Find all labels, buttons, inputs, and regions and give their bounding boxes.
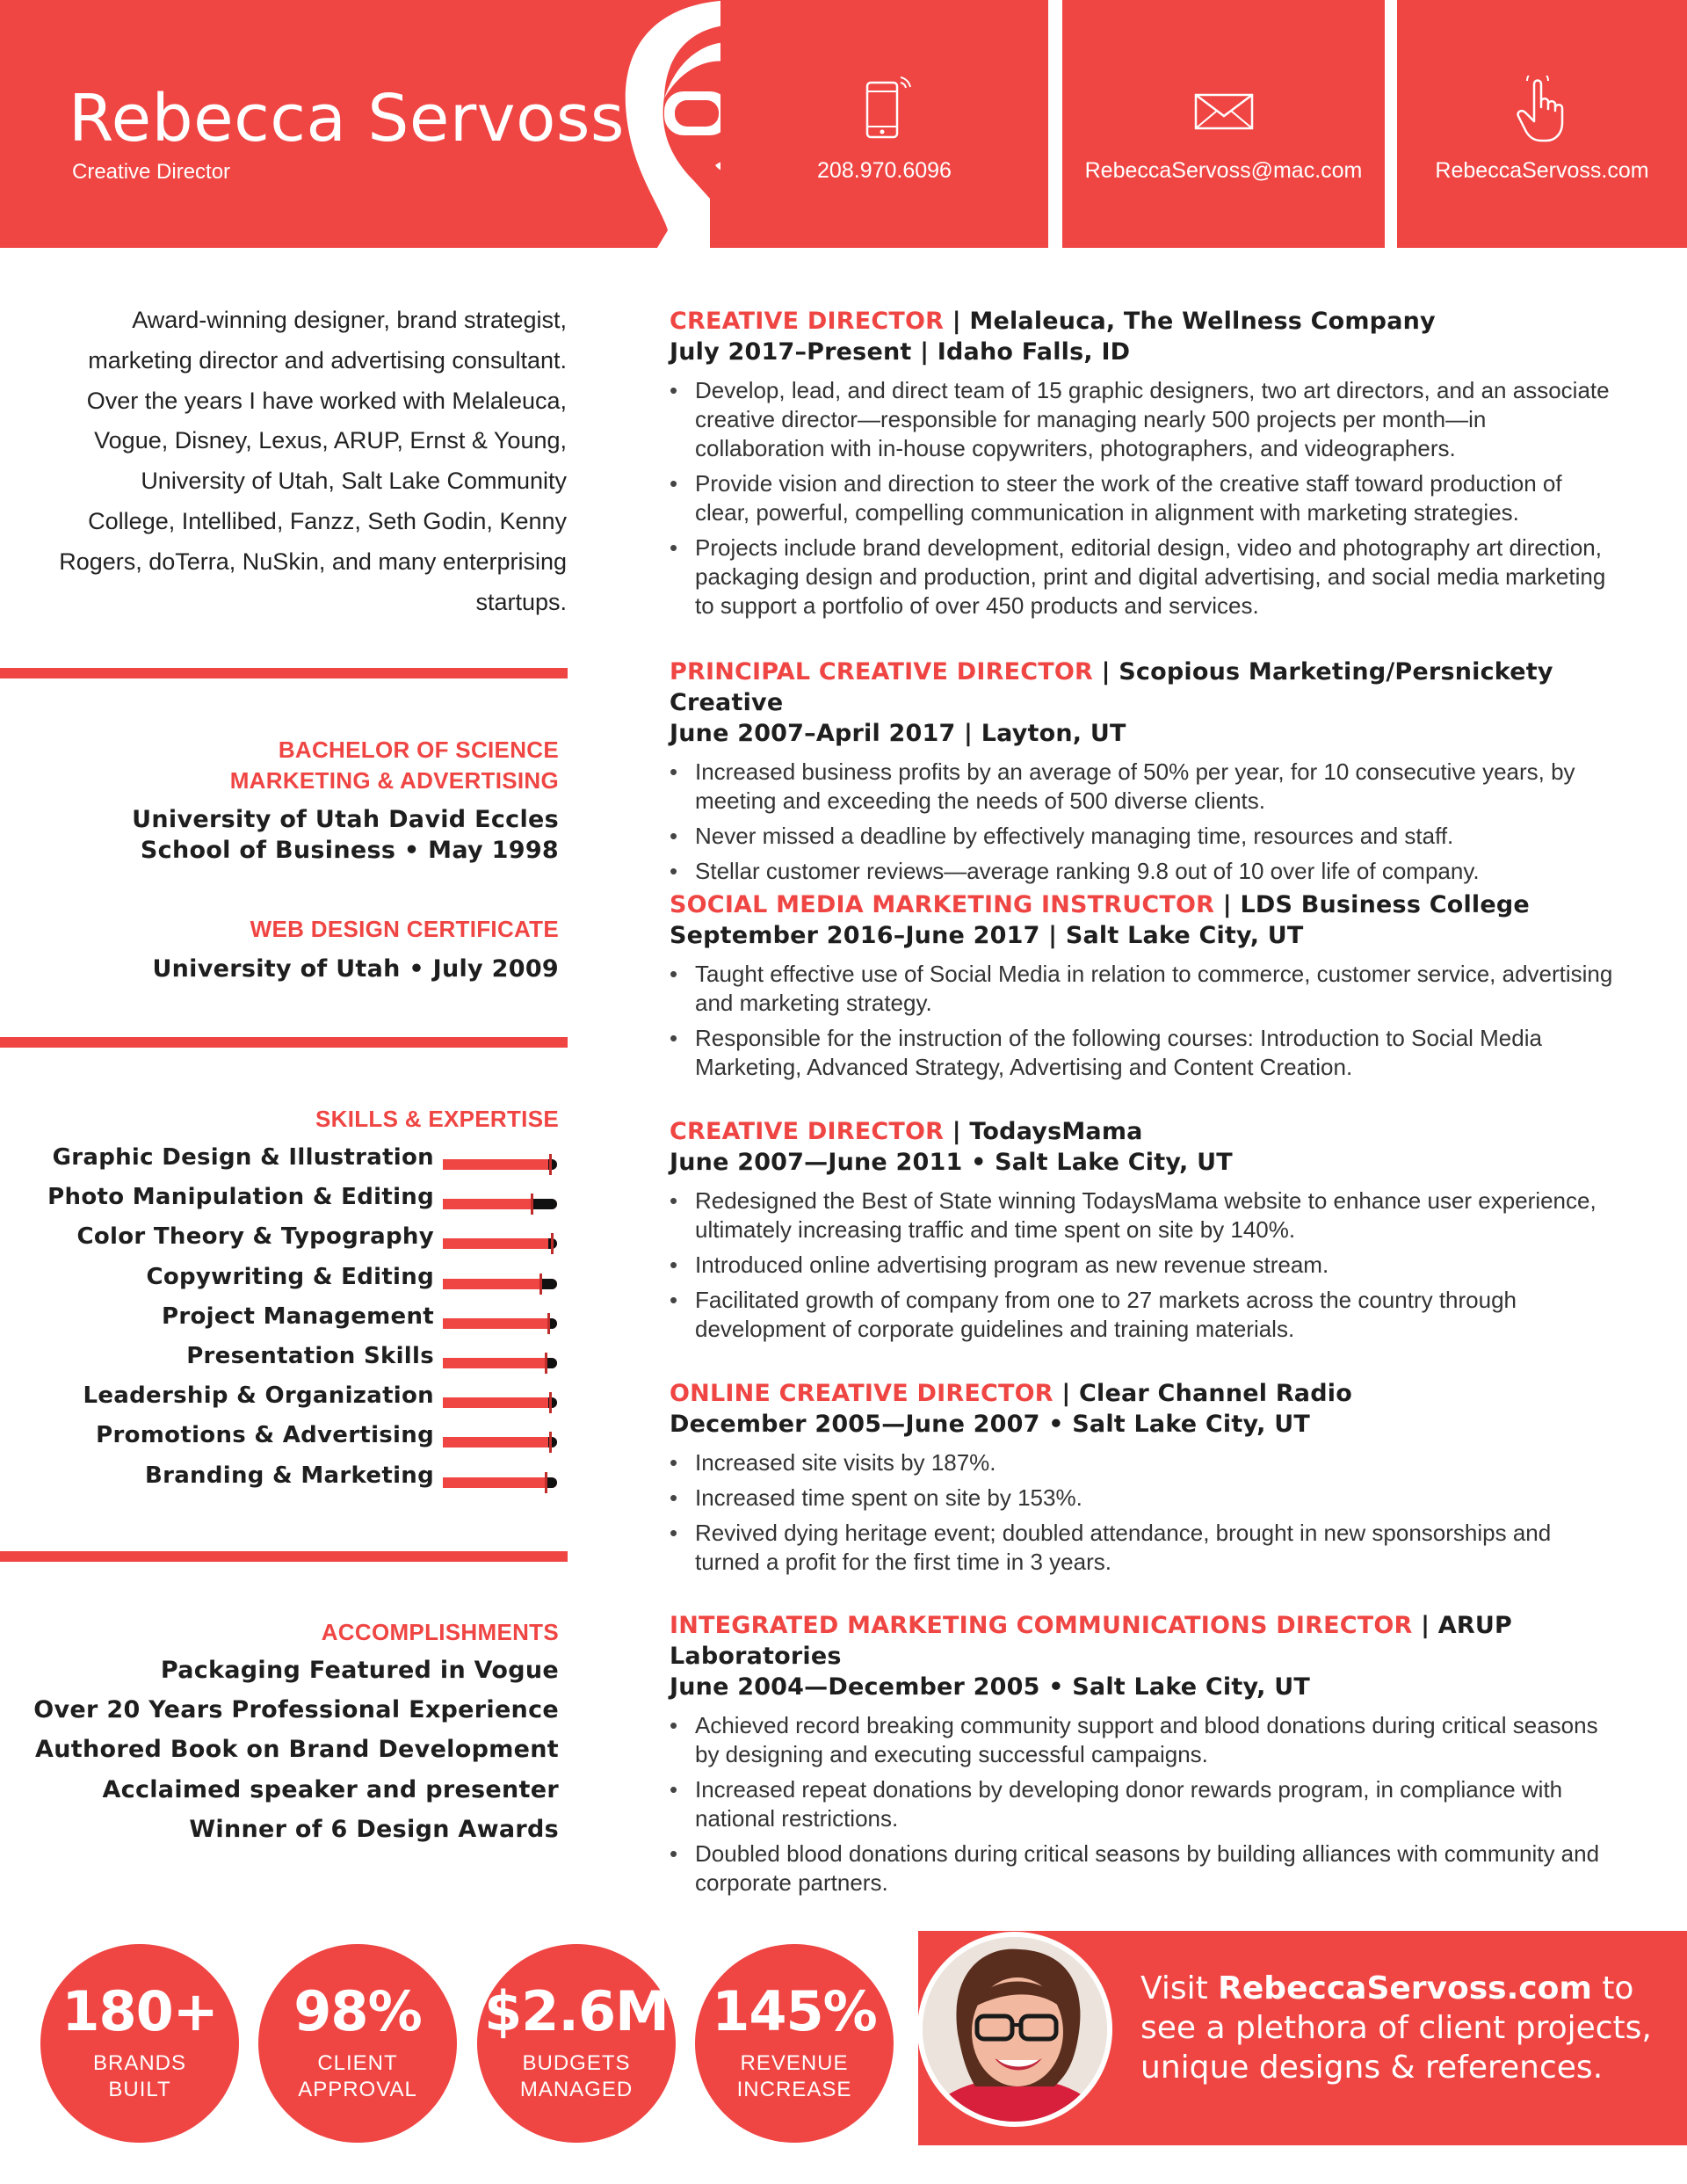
job-bullet: • Provide vision and direction to steer the work of the creative staff toward production of clear, powerful, compelling communication in alignment with marketing strategies. <box>670 469 1618 527</box>
skill-label: Graphic Design & Illustration <box>52 1144 434 1171</box>
section-divider <box>0 1037 568 1048</box>
skill-row <box>0 1184 571 1219</box>
skill-level-marker <box>549 1154 552 1175</box>
job-dates-location: December 2005—June 2007 • Salt Lake City, UT <box>670 1411 1310 1438</box>
job-bullets <box>670 1186 1618 1344</box>
stat-value: 145% <box>712 1979 877 2043</box>
job-company: LDS Business College <box>1240 891 1530 918</box>
job-entry <box>670 657 1618 892</box>
skill-level-marker <box>549 1392 552 1413</box>
accomplishment-item: Packaging Featured in Vogue <box>160 1657 559 1684</box>
job-company: Melaleuca, The Wellness Company <box>969 308 1436 335</box>
skill-level-marker <box>545 1353 547 1374</box>
stat-label-2: MANAGED <box>519 2078 634 2101</box>
job-bullet: • Taught effective use of Social Media in relation to commerce, customer service, advertising and marketing strategy. <box>670 960 1618 1018</box>
job-bullet: • Redesigned the Best of State winning TodaysMama website to enhance user experience, ultimately increasing traffic and time spent on site by 140%. <box>670 1186 1618 1244</box>
accomplishment-item: Over 20 Years Professional Experience <box>33 1696 559 1724</box>
accomplishment-item: Winner of 6 Design Awards <box>189 1815 559 1843</box>
job-bullet: • Facilitated growth of company from one to 27 markets across the country through development of corporate guidelines and training materials. <box>670 1286 1618 1344</box>
job-heading <box>670 657 1618 718</box>
skill-label: Project Management <box>162 1302 434 1330</box>
job-entry <box>670 1378 1618 1583</box>
job-dates-location: September 2016–June 2017 | Salt Lake City, UT <box>670 922 1304 949</box>
degree-line-1: BACHELOR OF SCIENCE <box>278 736 559 763</box>
skill-level-marker <box>547 1313 550 1334</box>
job-bullets <box>670 376 1618 620</box>
job-bullet: • Increased time spent on site by 153%. <box>670 1484 1618 1513</box>
skill-bar <box>443 1238 557 1249</box>
job-company: Clear Channel Radio <box>1079 1380 1352 1407</box>
skill-bar <box>443 1199 557 1209</box>
website-box[interactable] <box>1397 0 1687 248</box>
skill-bar-remainder <box>540 1279 557 1289</box>
accomplishments-heading: ACCOMPLISHMENTS <box>321 1619 559 1645</box>
job-title: Creative Director <box>72 160 231 184</box>
phone-icon <box>858 76 911 146</box>
skill-bar-remainder <box>532 1199 557 1209</box>
name-heading: Rebecca Servoss <box>69 81 625 156</box>
job-company: ARUP Laboratories <box>670 1612 1512 1670</box>
phone-box[interactable] <box>720 0 1048 248</box>
phone-number[interactable]: 208.970.6096 <box>817 158 952 183</box>
visit-site-link[interactable]: RebeccaServoss.com <box>1218 1970 1592 2006</box>
job-dates-location: June 2007–April 2017 | Layton, UT <box>670 720 1126 747</box>
skill-row <box>0 1382 571 1418</box>
skill-row <box>0 1223 571 1259</box>
job-bullets <box>670 1711 1618 1897</box>
job-separator: | <box>1093 658 1119 686</box>
job-bullet: • Develop, lead, and direct team of 15 graphic designers, two art directors, and an associate creative director—responsible for managing nearly 500 projects per month—in collaboration with in-house copywriters, photographers, and videographers. <box>670 376 1618 463</box>
job-bullet: • Never missed a deadline by effectively managing time, resources and staff. <box>670 822 1618 851</box>
job-separator: | <box>944 1118 970 1145</box>
job-dates-location: June 2007—June 2011 • Salt Lake City, UT <box>670 1149 1233 1176</box>
skill-row <box>0 1264 571 1299</box>
job-entry <box>670 889 1618 1088</box>
stat-label-1: CLIENT <box>317 2051 398 2075</box>
job-bullet: • Achieved record breaking community support and blood donations during critical seasons by designing and executing successful campaigns. <box>670 1711 1618 1769</box>
stat-circle <box>695 1944 894 2143</box>
stat-label-1: BUDGETS <box>522 2051 631 2075</box>
job-role: ONLINE CREATIVE DIRECTOR <box>670 1380 1053 1407</box>
job-bullet: • Responsible for the instruction of the following courses: Introduction to Social Media Marketing, Advanced Strategy, Advertising and Content Creation. <box>670 1024 1618 1082</box>
skill-label: Photo Manipulation & Editing <box>47 1184 434 1211</box>
degree-heading <box>230 735 559 796</box>
stat-circle <box>258 1944 457 2143</box>
profile-photo <box>917 1932 1112 2127</box>
job-company: Scopious Marketing/Persnickety Creative <box>670 658 1553 716</box>
stat-label-2: INCREASE <box>736 2078 852 2101</box>
visit-callout <box>1140 1969 1659 2087</box>
job-heading <box>670 1610 1618 1672</box>
degree-line-2: MARKETING & ADVERTISING <box>229 767 559 794</box>
skill-bar <box>443 1437 557 1448</box>
skill-level-marker <box>531 1194 533 1215</box>
job-role: PRINCIPAL CREATIVE DIRECTOR <box>670 658 1094 686</box>
stat-value: $2.6M <box>484 1979 669 2043</box>
job-heading <box>670 889 1618 920</box>
job-bullet: • Projects include brand development, editorial design, video and photography art direction, packaging design and production, print and digital advertising, and social media marketing to support a portfolio of over 450 products and services. <box>670 533 1618 620</box>
skill-row <box>0 1422 571 1457</box>
job-bullet: • Stellar customer reviews—average ranking 9.8 out of 10 over life of company. <box>670 857 1618 886</box>
skill-row <box>0 1462 571 1498</box>
job-entry <box>670 1116 1618 1350</box>
school-line-2: School of Business • May 1998 <box>140 837 559 864</box>
skill-level-marker <box>539 1273 542 1295</box>
envelope-icon <box>1189 76 1259 146</box>
job-entry <box>670 306 1618 627</box>
stat-label-2: APPROVAL <box>298 2078 417 2101</box>
job-dates-location: July 2017–Present | Idaho Falls, ID <box>670 338 1131 366</box>
stat-label-2: BUILT <box>108 2078 171 2101</box>
job-separator: | <box>944 308 970 335</box>
skill-level-marker <box>545 1472 547 1493</box>
skill-bar <box>443 1358 557 1368</box>
skills-heading: SKILLS & EXPERTISE <box>315 1106 559 1132</box>
stat-circle <box>477 1944 676 2143</box>
skill-label: Leadership & Organization <box>83 1382 434 1410</box>
skill-level-marker <box>551 1233 554 1254</box>
email-address[interactable]: RebeccaServoss@mac.com <box>1084 158 1363 183</box>
intro-summary: Award-winning designer, brand strategist, marketing director and advertising consultant. Over the years I have worked with Melaleuca, Vogue, Disney, Lexus, ARUP, Ernst & Young, University of Utah, Salt Lake Community College, Intellibed, Fanzz, Seth Godin, Kenny Rogers, doTerra, NuSkin, and many enterprising startups. <box>59 307 567 615</box>
cert-school: University of Utah • July 2009 <box>152 955 559 983</box>
job-separator: | <box>1053 1380 1080 1407</box>
job-bullet: • Increased site visits by 187%. <box>670 1448 1618 1477</box>
skill-label: Copywriting & Editing <box>146 1263 434 1290</box>
skill-row <box>0 1343 571 1378</box>
skill-bar <box>443 1397 557 1408</box>
job-bullet: • Introduced online advertising program as new revenue stream. <box>670 1251 1618 1280</box>
skill-row <box>0 1303 571 1339</box>
pointer-hand-icon <box>1511 76 1573 146</box>
job-role: CREATIVE DIRECTOR <box>670 308 945 335</box>
skill-bar <box>443 1279 557 1289</box>
job-heading <box>670 1378 1618 1409</box>
skill-bar <box>443 1159 557 1170</box>
skill-label: Color Theory & Typography <box>76 1223 434 1251</box>
accomplishment-item: Authored Book on Brand Development <box>35 1736 559 1764</box>
accomplishment-item: Acclaimed speaker and presenter <box>102 1775 559 1803</box>
section-divider <box>0 668 568 678</box>
stat-circle <box>40 1944 239 2143</box>
job-bullet: • Increased repeat donations by developing donor rewards program, in compliance with national restrictions. <box>670 1775 1618 1833</box>
skill-level-marker <box>549 1432 552 1453</box>
job-separator: | <box>1214 891 1241 918</box>
skill-bar <box>443 1318 557 1329</box>
school-line-1: University of Utah David Eccles <box>132 806 559 833</box>
visit-prefix: Visit <box>1140 1970 1219 2006</box>
skill-label: Presentation Skills <box>186 1343 434 1369</box>
job-dates-location: June 2004—December 2005 • Salt Lake City, UT <box>670 1673 1310 1701</box>
job-bullets <box>670 758 1618 886</box>
job-company: TodaysMama <box>969 1118 1143 1145</box>
job-bullet: • Revived dying heritage event; doubled attendance, brought in new sponsorships and turned a profit for the first time in 3 years. <box>670 1519 1618 1577</box>
skill-label: Branding & Marketing <box>144 1462 434 1489</box>
skill-bar <box>443 1477 557 1488</box>
skill-row <box>0 1144 571 1179</box>
job-role: SOCIAL MEDIA MARKETING INSTRUCTOR <box>670 891 1215 918</box>
job-heading <box>670 1116 1618 1147</box>
job-bullets <box>670 1448 1618 1577</box>
stat-value: 98% <box>293 1979 422 2043</box>
skill-label: Promotions & Advertising <box>96 1422 434 1449</box>
stat-label-1: REVENUE <box>740 2051 849 2075</box>
job-bullet: • Increased business profits by an average of 50% per year, for 10 consecutive years, by meeting and exceeding the needs of 500 diverse clients. <box>670 758 1618 816</box>
section-divider <box>0 1551 568 1562</box>
stat-label-1: BRANDS <box>92 2051 187 2075</box>
job-entry <box>670 1610 1618 1904</box>
job-role: INTEGRATED MARKETING COMMUNICATIONS DIRECTOR <box>670 1612 1413 1639</box>
job-role: CREATIVE DIRECTOR <box>670 1118 945 1145</box>
job-separator: | <box>1412 1612 1438 1639</box>
website-url[interactable]: RebeccaServoss.com <box>1435 158 1649 183</box>
email-box[interactable] <box>1062 0 1385 248</box>
cert-heading: WEB DESIGN CERTIFICATE <box>250 916 559 942</box>
visit-suffix: to see a plethora of client projects, unique designs & references. <box>1140 1970 1652 2086</box>
stat-value: 180+ <box>62 1979 218 2043</box>
job-bullet: • Doubled blood donations during critical seasons by building alliances with community and corporate partners. <box>670 1839 1618 1897</box>
degree-school <box>132 804 559 866</box>
job-heading <box>670 306 1618 337</box>
job-bullets <box>670 960 1618 1082</box>
